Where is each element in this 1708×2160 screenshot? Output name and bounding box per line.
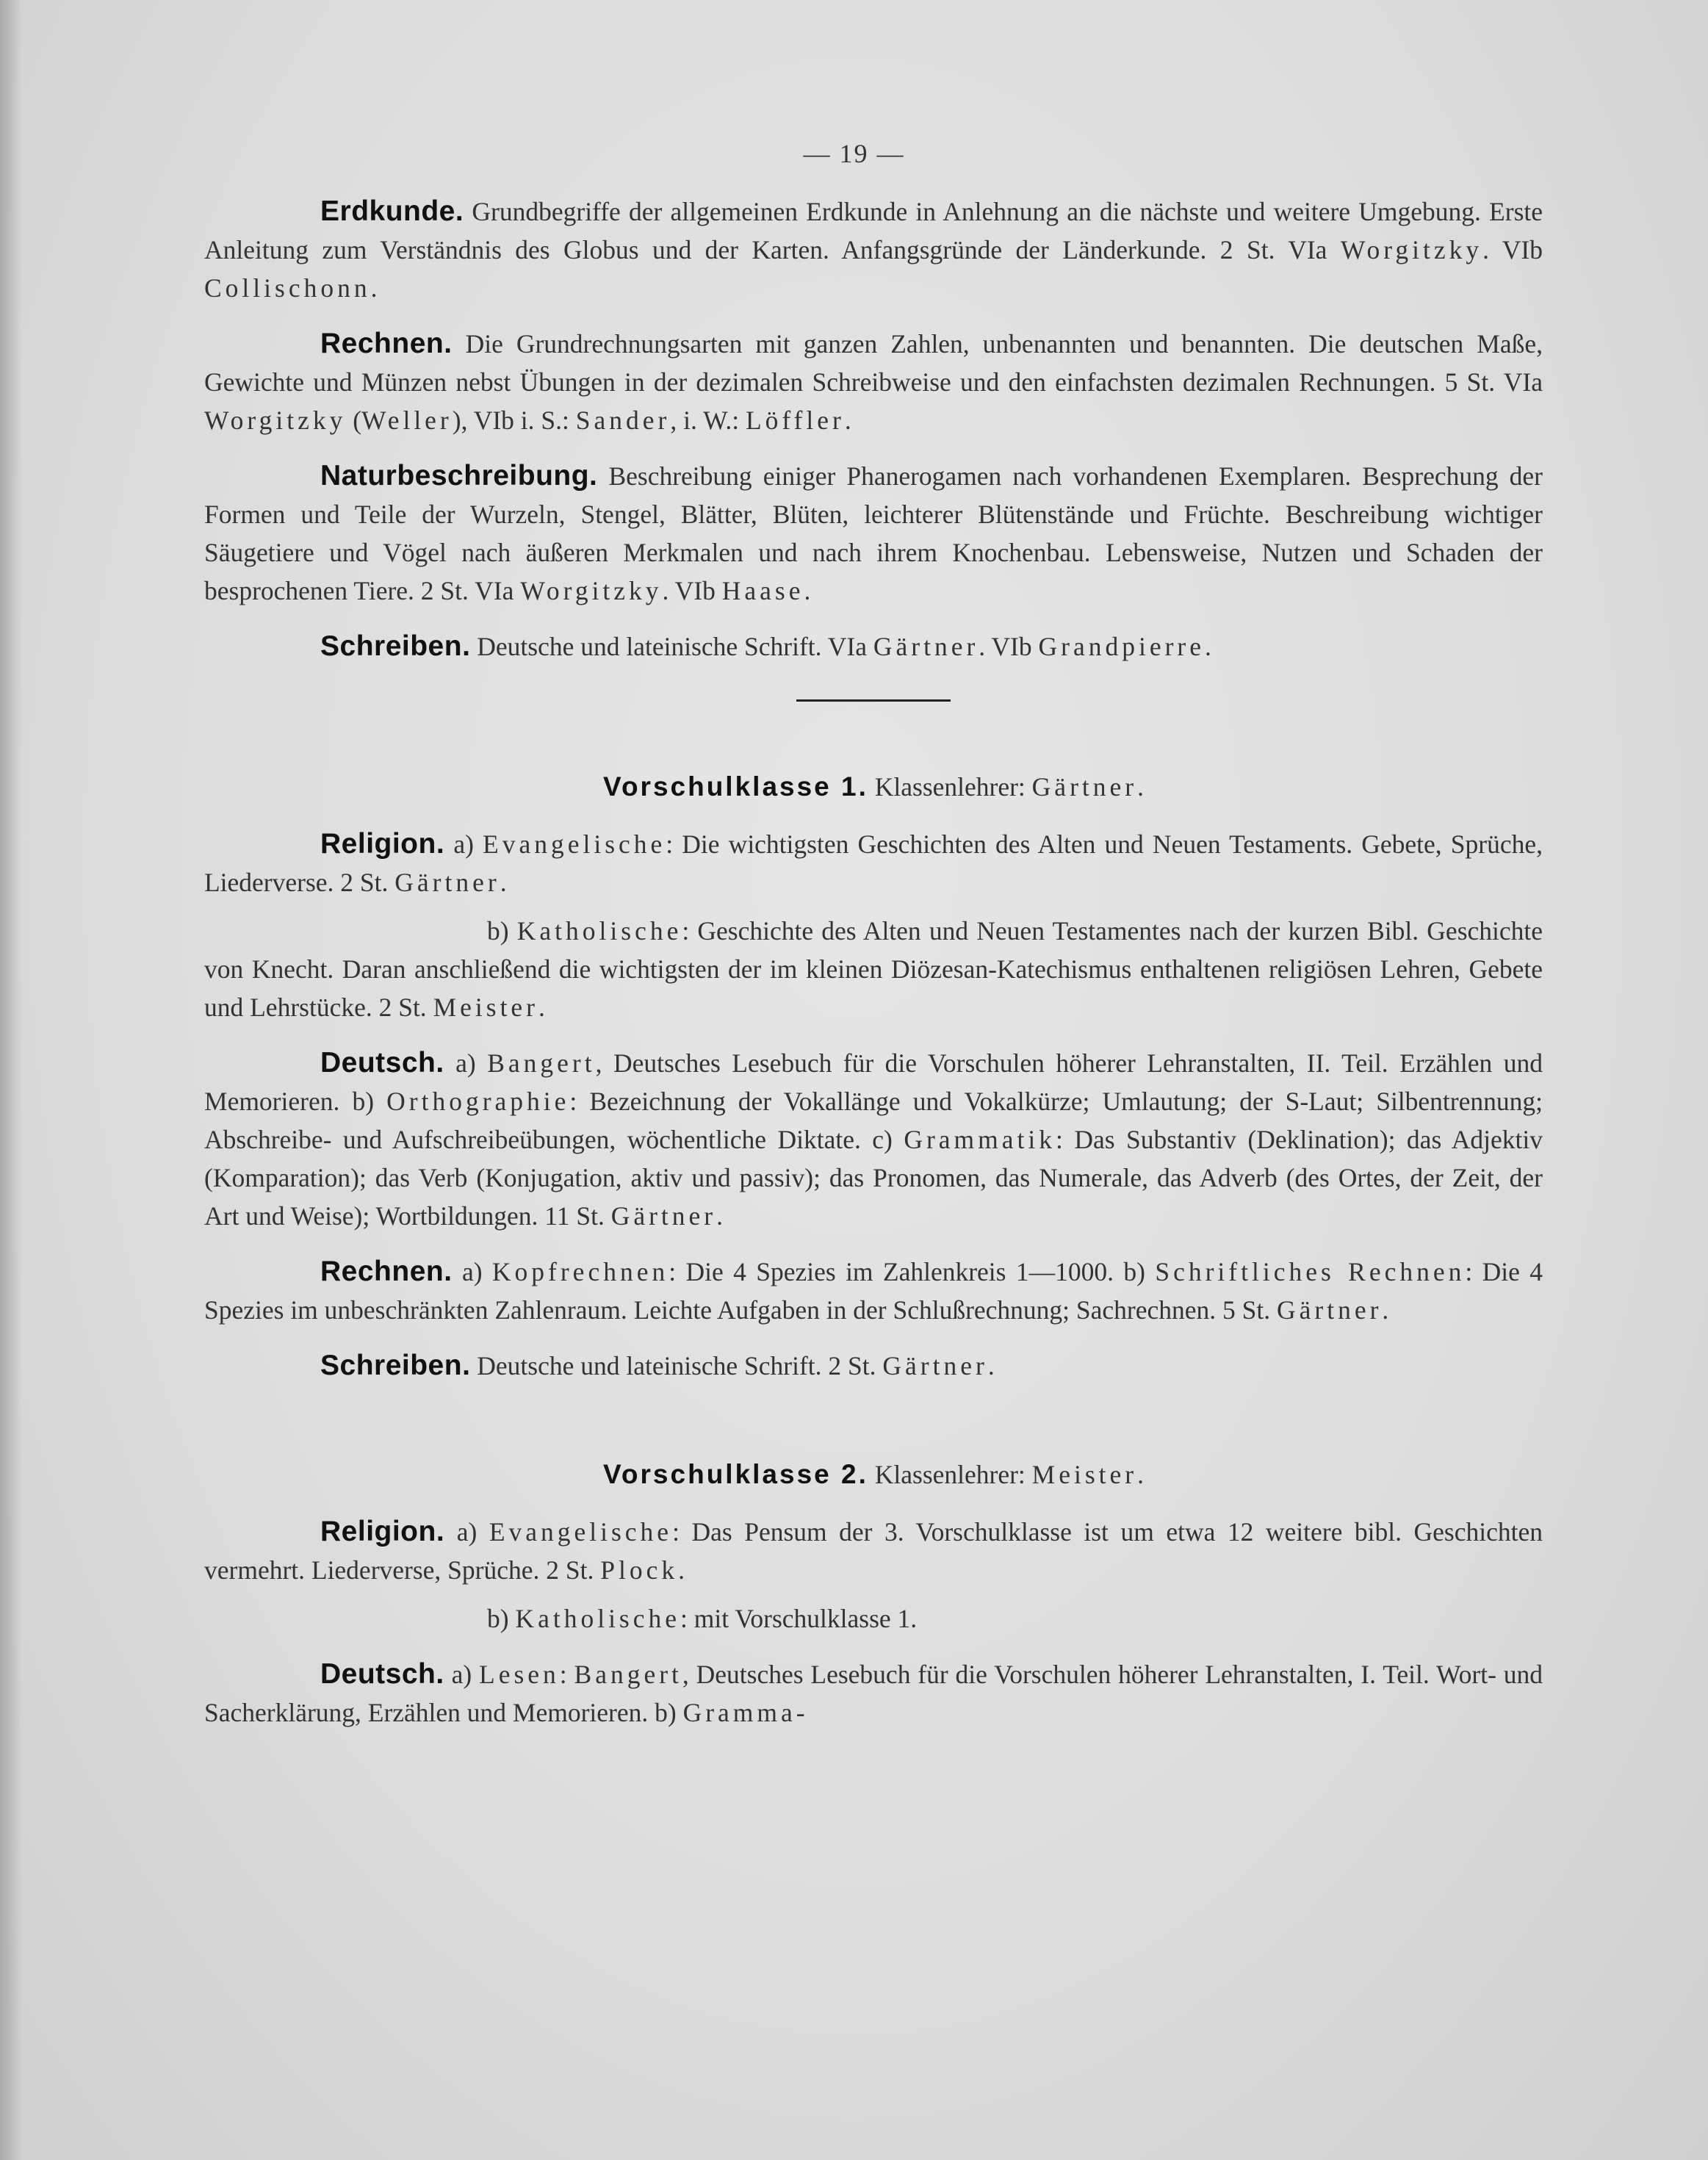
heading-deutsch: Deutsch. — [320, 1658, 444, 1690]
page-content — [204, 192, 1543, 1732]
heading-rechnen: Rechnen. — [320, 328, 453, 359]
teacher-name: Grandpierre — [1038, 632, 1205, 661]
teacher-name: Weller — [361, 406, 453, 435]
heading-rechnen: Rechnen. — [320, 1256, 453, 1287]
teacher-name: Worgitzky — [204, 406, 347, 435]
paragraph-rechnen-vk1: Rechnen. a) Kopfrechnen: Die 4 Spezies im Zahlenkreis 1—1000. b) Schriftliches Rechnen: Die 4 Spezies im unbeschränkten Zahlenraum. Leichte Aufgaben in der Schlußrechnung; Sachrechnen. 5 St. Gärtner. — [204, 1256, 1543, 1325]
teacher-name: Worgitzky — [520, 576, 663, 605]
teacher-name: Plock — [600, 1555, 679, 1585]
paragraph-deutsch-vk2: Deutsch. a) Lesen: Bangert, Deutsches Lesebuch für die Vorschulen höherer Lehranstalten, I. Teil. Wort- und Sacherklärung, Erzählen und Memorieren. b) Gramma- — [204, 1658, 1543, 1727]
class-title: Vorschulklasse 1. — [603, 771, 868, 802]
teacher-name: Gärtner — [882, 1351, 988, 1380]
teacher-name: Gärtner — [394, 868, 500, 897]
teacher-name: Gärtner — [610, 1201, 717, 1231]
page-number: — 19 — — [803, 139, 905, 168]
teacher-name: Löffler — [745, 406, 845, 435]
paragraph-religion-vk2-b: b) Katholische: mit Vorschulklasse 1. — [487, 1604, 918, 1633]
class-title: Vorschulklasse 2. — [603, 1459, 868, 1489]
class-heading-vorschulklasse-1: Vorschulklasse 1. Klassenlehrer: Gärtner. — [603, 771, 1144, 802]
paragraph-deutsch: Deutsch. a) Bangert, Deutsches Lesebuch für die Vorschulen höherer Lehranstalten, II. Teil. Erzählen und Memorieren. b) Orthographie: Bezeichnung der Vokallänge und Vokalkürze; Umlautung; der S-Laut; Silbentrennung; Abschreibe- und Aufschreibeübungen, wöchentliche Diktate. c) Grammatik: Das Substantiv (Deklination); das Adjektiv (Komparation); das Verb (Konjugation, aktiv und passiv); das Pronomen, das Numerale, das Adverb (des Ortes, der Zeit, der Art und Weise); Wortbildungen. 11 St. Gärtner. — [204, 1047, 1543, 1231]
heading-naturbeschreibung: Naturbeschreibung. — [320, 460, 598, 492]
paragraph-religion-b: b) Katholische: Geschichte des Alten und Neuen Testamentes nach der kurzen Bibl. Geschichte von Knecht. Daran anschließend die wichtigsten der im kleinen Diözesan-Katechismus enthaltenen religiösen Lehren, Gebete und Lehrstücke. 2 St. Meister. — [204, 916, 1543, 1022]
section-divider — [796, 699, 951, 702]
paragraph-erdkunde: Erdkunde. Grundbegriffe der allgemeinen Erdkunde in Anlehnung an die nächste und weitere Umgebung. Erste Anleitung zum Verständnis des Globus und der Karten. Anfangsgründe der Länderkunde. 2 St. VIa Worgitzky. VIb Collischonn. — [204, 195, 1543, 303]
teacher-name: Meister — [1031, 1460, 1138, 1489]
heading-religion: Religion. — [320, 1516, 445, 1547]
teacher-name: Meister — [433, 993, 539, 1022]
heading-religion: Religion. — [320, 828, 445, 860]
paragraph-religion-vk2-a: Religion. a) Evangelische: Das Pensum der 3. Vorschulklasse ist um etwa 12 weitere bibl. Geschichten vermehrt. Liederverse, Sprüche. 2 St. Plock. — [204, 1516, 1543, 1585]
teacher-name: Gärtner — [1276, 1295, 1383, 1325]
teacher-name: Sander — [575, 406, 671, 435]
heading-deutsch: Deutsch. — [320, 1047, 444, 1079]
page-edge-shadow — [0, 0, 22, 2160]
teacher-name: Haase — [721, 576, 804, 605]
teacher-name: Worgitzky — [1340, 235, 1483, 264]
paragraph-schreiben-vk1: Schreiben. Deutsche und lateinische Schrift. 2 St. Gärtner. — [320, 1350, 995, 1381]
heading-schreiben: Schreiben. — [320, 630, 471, 662]
teacher-name: Gärtner — [873, 632, 979, 661]
heading-schreiben: Schreiben. — [320, 1350, 471, 1381]
heading-erdkunde: Erdkunde. — [320, 195, 464, 227]
teacher-name: Collischonn — [204, 273, 371, 303]
paragraph-naturbeschreibung: Naturbeschreibung. Beschreibung einiger Phanerogamen nach vorhandenen Exemplaren. Besprechung der Formen und Teile der Wurzeln, Stengel, Blätter, Blüten, leichterer Blütenstände und Früchte. Beschreibung wichtiger Säugetiere und Vögel nach äußeren Merkmalen und nach ihrem Knochenbau. Lebensweise, Nutzen und Schaden der besprochenen Tiere. 2 St. VIa Worgitzky. VIb Haase. — [204, 460, 1543, 605]
paragraph-schreiben: Schreiben. Deutsche und lateinische Schrift. VIa Gärtner. VIb Grandpierre. — [320, 630, 1211, 662]
teacher-name: Gärtner — [1031, 772, 1138, 802]
class-heading-vorschulklasse-2: Vorschulklasse 2. Klassenlehrer: Meister. — [603, 1459, 1144, 1489]
paragraph-rechnen: Rechnen. Die Grundrechnungsarten mit ganzen Zahlen, unbenannten und benannten. Die deutschen Maße, Gewichte und Münzen nebst Übungen in der dezimalen Schreibweise und den einfachsten dezimalen Rechnungen. 5 St. VIa Worgitzky (Weller), VIb i. S.: Sander, i. W.: Löffler. — [204, 328, 1543, 435]
paragraph-religion-a: Religion. a) Evangelische: Die wichtigsten Geschichten des Alten und Neuen Testaments. Gebete, Sprüche, Liederverse. 2 St. Gärtner. — [204, 828, 1543, 897]
